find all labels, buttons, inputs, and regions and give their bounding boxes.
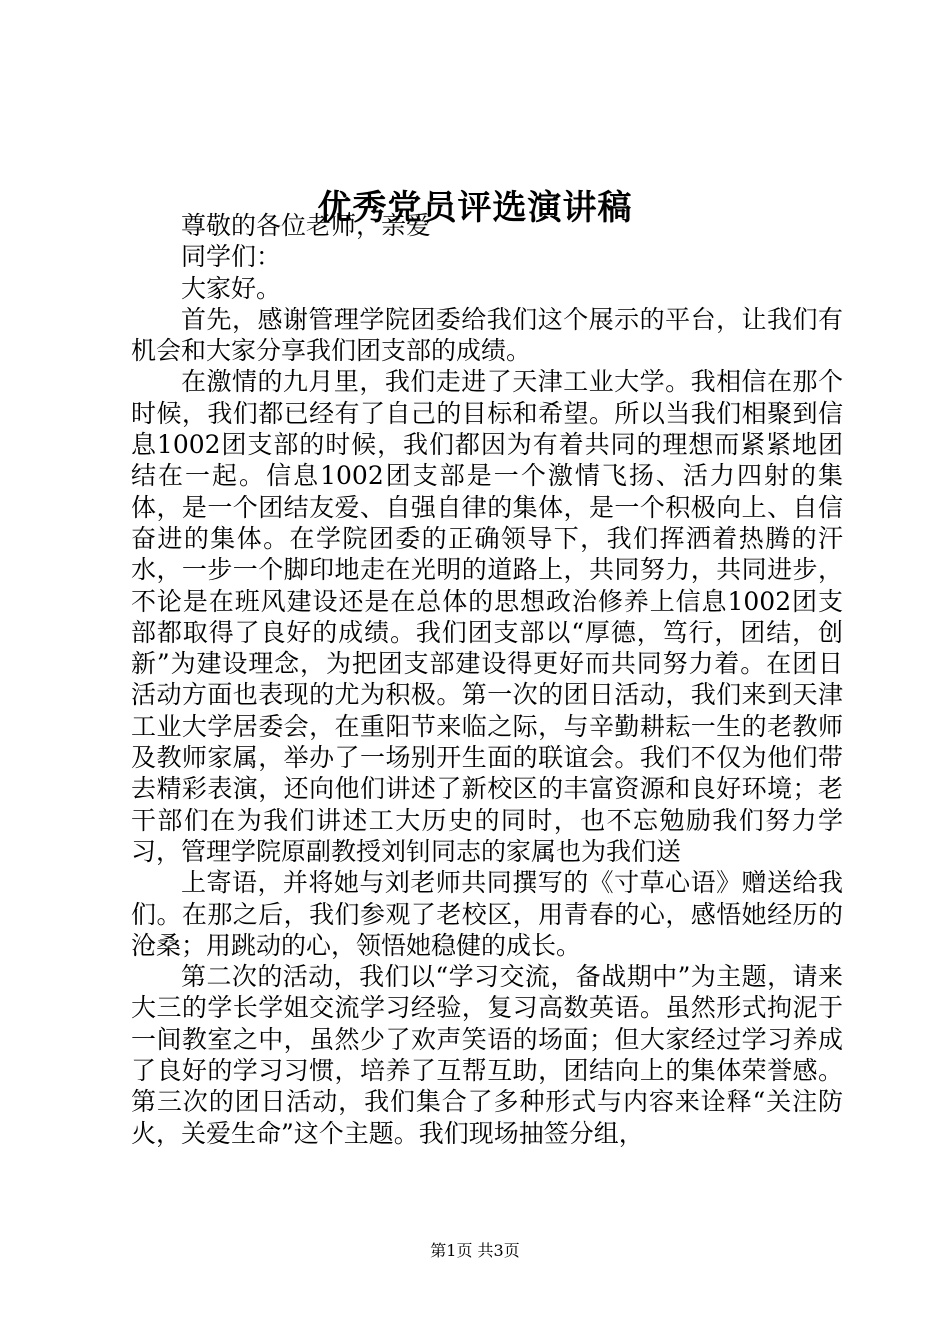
paragraph: 在激情的九月里，我们走进了天津工业大学。我相信在那个时候，我们都已经有了自己的目标和希望。所以当我们相聚到信息1002团支部的时候，我们都因为有着共同的理想而紧紧地团结在一起。信息1002团支部是一个激情飞扬、活力四射的集体，是一个团结友爱、自强自律的集体，是一个积极向上、自信奋进的集体。在学院团委的正确领导下，我们挥洒着热腾的汗水，一步一个脚印地走在光明的道路上，共同努力，共同进步，不论是在班风建设还是在总体的思想政治修养上信息1002团支部都取得了良好的成绩。我们团支部以“厚德，笃行，团结，创新”为建设理念，为把团支部建设得更好而共同努力着。在团日活动方面也表现的尤为积极。第一次的团日活动，我们来到天津工业大学居委会，在重阳节来临之际，与辛勤耕耘一生的老教师及教师家属，举办了一场别开生面的联谊会。我们不仅为他们带去精彩表演，还向他们讲述了新校区的丰富资源和良好环境；老干部们在为我们讲述工大历史的同时，也不忘勉励我们努力学习，管理学院原副教授刘钊同志的家属也为我们送: [131, 367, 843, 866]
paragraph-greeting: 大家好。: [181, 273, 282, 303]
paragraph: 首先，感谢管理学院团委给我们这个展示的平台，让我们有机会和大家分享我们团支部的成绩。: [131, 304, 843, 366]
document-title: 优秀党员评选演讲稿: [317, 188, 633, 228]
page-number: 第1页 共3页: [430, 1241, 520, 1260]
paragraph-salutation: 尊敬的各位老师，亲爱: [181, 211, 432, 240]
document-body: [131, 210, 843, 1149]
paragraph: 第二次的活动，我们以“学习交流，备战期中”为主题，请来大三的学长学姐交流学习经验，复习高数英语。虽然形式拘泥于一间教室之中，虽然少了欢声笑语的场面；但大家经过学习养成了良好的学习习惯，培养了互帮互助，团结向上的集体荣誉感。第三次的团日活动，我们集合了多种形式与内容来诠释“关注防火，关爱生命”这个主题。我们现场抽签分组，: [131, 962, 843, 1148]
paragraph: 上寄语，并将她与刘老师共同撰写的《寸草心语》赠送给我们。在那之后，我们参观了老校区，用青春的心，感悟她经历的沧桑；用跳动的心，领悟她稳健的成长。: [131, 868, 843, 960]
paragraph-salutation-cont: 同学们：: [181, 242, 282, 272]
